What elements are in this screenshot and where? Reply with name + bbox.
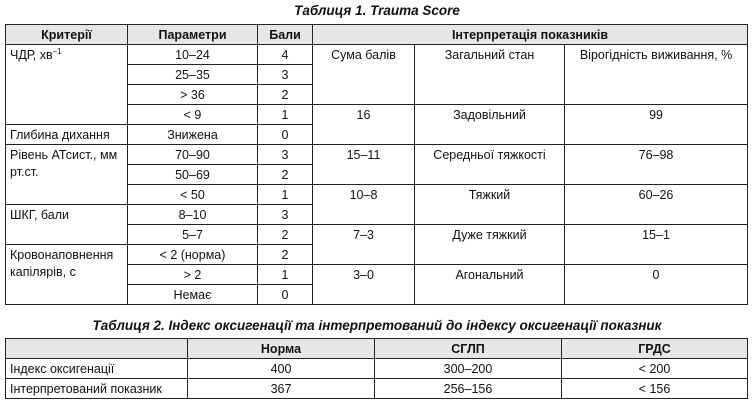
- points-cell: 2: [258, 245, 313, 265]
- param-cell: 25–35: [128, 65, 258, 85]
- points-cell: 3: [258, 145, 313, 165]
- interp-state: Середньої тяжкості: [415, 145, 565, 185]
- criteria-hr: ЧДР, $хв^{-1}$: [6, 45, 128, 125]
- param-cell: 70–90: [128, 145, 258, 165]
- criteria-breath: Глибина дихання: [6, 125, 128, 145]
- param-cell: 10–24: [128, 45, 258, 65]
- param-cell: Знижена: [128, 125, 258, 145]
- subheader-sum: Сума балів: [313, 45, 415, 105]
- param-cell: > 36: [128, 85, 258, 105]
- param-cell: 8–10: [128, 205, 258, 225]
- interp-state: Задовільний: [415, 105, 565, 145]
- interp-state: Агональний: [415, 265, 565, 305]
- param-cell: < 2 (норма): [128, 245, 258, 265]
- interp-sum: 15–11: [313, 145, 415, 185]
- header-criteria: Критерії: [6, 25, 128, 45]
- points-cell: 3: [258, 205, 313, 225]
- param-cell: Немає: [128, 285, 258, 305]
- interp-survival: 15–1: [565, 225, 748, 265]
- interp-state: Тяжкий: [415, 185, 565, 225]
- criteria-bp: Рівень АТсист., мм рт.ст.: [6, 145, 128, 205]
- interp-survival: 60–26: [565, 185, 748, 225]
- header-grds: ГРДС: [562, 339, 748, 359]
- header-sglp: СГЛП: [375, 339, 562, 359]
- interp-survival: 99: [565, 105, 748, 145]
- criteria-cap: Кровонаповнення капілярів, с: [6, 245, 128, 305]
- interp-survival: 0: [565, 265, 748, 305]
- grds-cell: < 200: [562, 359, 748, 379]
- points-cell: 3: [258, 65, 313, 85]
- header-norm: Норма: [188, 339, 375, 359]
- row-label: Інтерпретований показник: [6, 379, 188, 399]
- points-cell: 1: [258, 185, 313, 205]
- param-cell: < 9: [128, 105, 258, 125]
- table2-caption: Таблиця 2. Індекс оксигенації та інтерпретований до індексу оксигенації показник: [92, 318, 662, 333]
- oxygenation-table: [5, 338, 748, 399]
- points-cell: 1: [258, 105, 313, 125]
- row-label: Індекс оксигенації: [6, 359, 188, 379]
- norm-cell: 367: [188, 379, 375, 399]
- points-cell: 2: [258, 225, 313, 245]
- header-points: Бали: [258, 25, 313, 45]
- points-cell: 2: [258, 165, 313, 185]
- table1-caption: Таблиця 1. Trauma Score: [294, 3, 460, 18]
- header-interp: Інтерпретація показників: [313, 25, 748, 45]
- points-cell: 0: [258, 285, 313, 305]
- norm-cell: 400: [188, 359, 375, 379]
- param-cell: 50–69: [128, 165, 258, 185]
- interp-survival: 76–98: [565, 145, 748, 185]
- trauma-score-table: [5, 24, 748, 305]
- interp-state: Дуже тяжкий: [415, 225, 565, 265]
- header-empty: [6, 339, 188, 359]
- header-params: Параметри: [128, 25, 258, 45]
- subheader-state: Загальний стан: [415, 45, 565, 105]
- sglp-cell: 300–200: [375, 359, 562, 379]
- interp-sum: 16: [313, 105, 415, 145]
- interp-sum: 3–0: [313, 265, 415, 305]
- points-cell: 0: [258, 125, 313, 145]
- param-cell: < 50: [128, 185, 258, 205]
- criteria-gcs: ШКГ, бали: [6, 205, 128, 245]
- points-cell: 2: [258, 85, 313, 105]
- points-cell: 1: [258, 265, 313, 285]
- subheader-survival: Вірогідність виживання, %: [565, 45, 748, 105]
- param-cell: 5–7: [128, 225, 258, 245]
- sglp-cell: 256–156: [375, 379, 562, 399]
- grds-cell: < 156: [562, 379, 748, 399]
- points-cell: 4: [258, 45, 313, 65]
- interp-sum: 10–8: [313, 185, 415, 225]
- param-cell: > 2: [128, 265, 258, 285]
- interp-sum: 7–3: [313, 225, 415, 265]
